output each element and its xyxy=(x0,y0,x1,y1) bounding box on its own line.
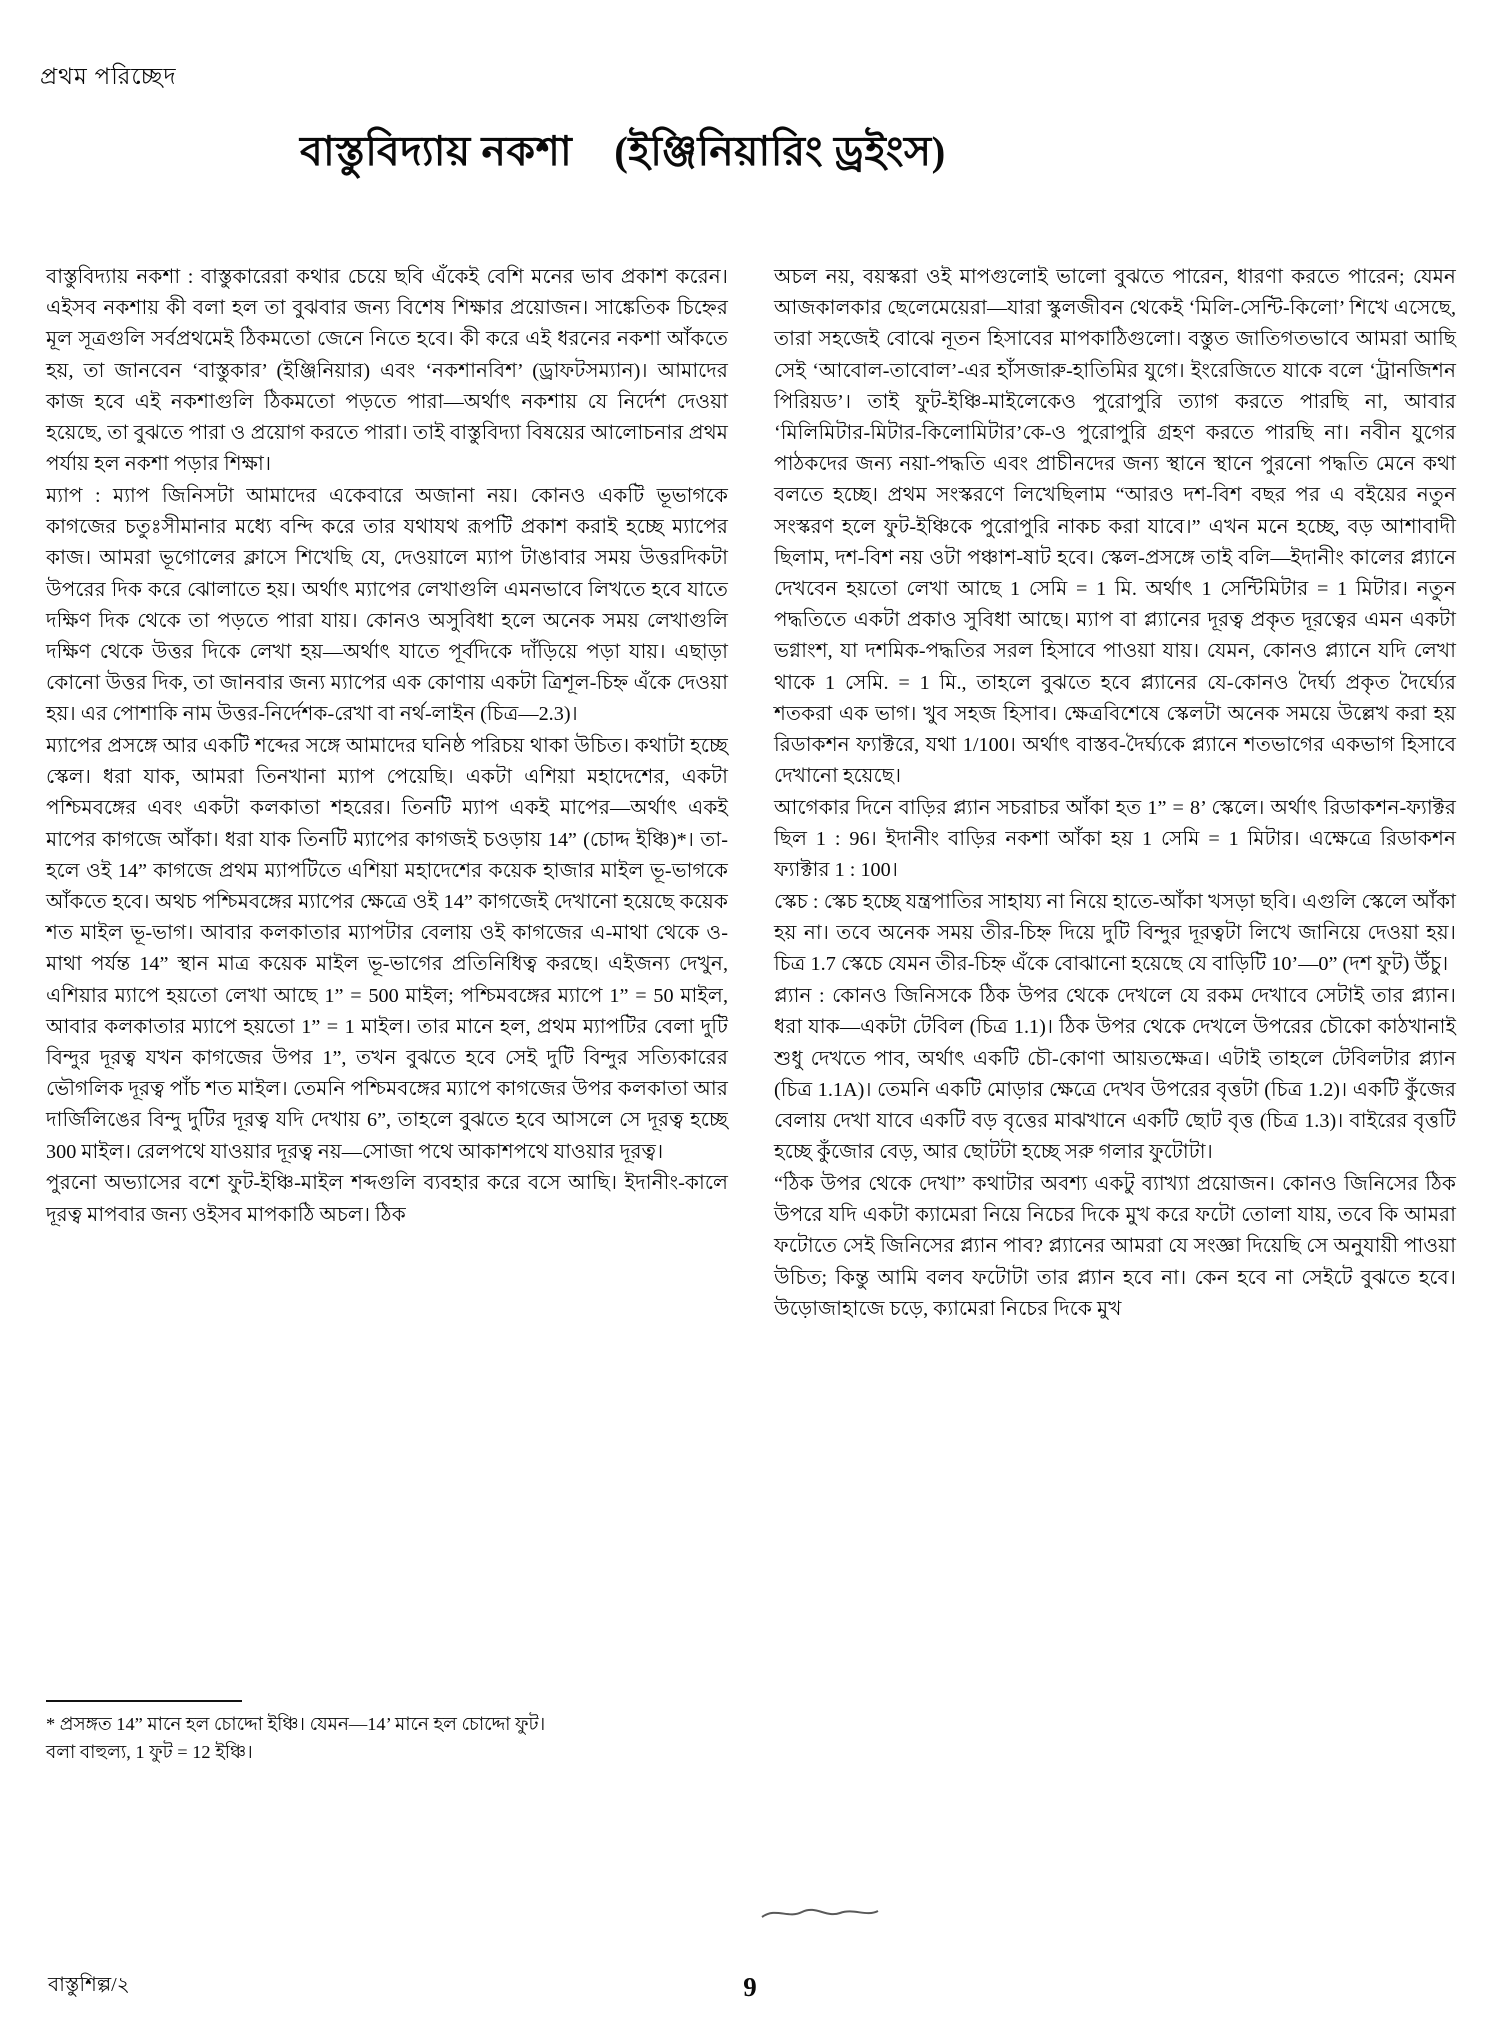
paragraph: স্কেচ : স্কেচ হচ্ছে যন্ত্রপাতির সাহায্য না নিয়ে হাতে-আঁকা খসড়া ছবি। এগুলি স্কেলে আঁকা হয় না। তবে অনেক সময় তীর-চিহ্ন দিয়ে দুটি বিন্দুর দূরত্বটা লিখে জানিয়ে দেওয়া হয়। চিত্র 1.7 স্কেচে যেমন তীর-চিহ্ন এঁকে বোঝানো হয়েছে যে বাড়িটি 10’—0” (দশ ফুট) উঁচু। xyxy=(774,891,1456,976)
page-footer xyxy=(0,1963,1500,2003)
paragraph: “ঠিক উপর থেকে দেখা” কথাটার অবশ্য একটু ব্যাখ্যা প্রয়োজন। কোনও জিনিসের ঠিক উপরে যদি একটা ক্যামেরা নিয়ে নিচের দিকে মুখ করে ফটো তোলা যায়, তবে কি আমরা ফটোতে সেই জিনিসের প্ল্যান পাব? প্ল্যানের আমরা যে সংজ্ঞা দিয়েছি সে অনুযায়ী পাওয়া উচিত; কিন্তু আমি বলব ফটোটা তার প্ল্যান হবে না। কেন হবে না সেইটে বুঝতে হবে। উড়োজাহাজে চড়ে, ক্যামেরা নিচের দিকে মুখ xyxy=(774,1172,1456,1320)
page-title xyxy=(300,120,1440,189)
paragraph: ম্যাপের প্রসঙ্গে আর একটি শব্দের সঙ্গে আমাদের ঘনিষ্ঠ পরিচয় থাকা উচিত। কথাটা হচ্ছে স্কেল। ধরা যাক, আমরা তিনখানা ম্যাপ পেয়েছি। একটা এশিয়া মহাদেশের, একটা পশ্চিমবঙ্গের এবং একটা কলকাতা শহরের। তিনটি ম্যাপ একই মাপের—অর্থাৎ একই মাপের কাগজে আঁকা। ধরা যাক তিনটি ম্যাপের কাগজই চওড়ায় 14” (চোদ্দ ইঞ্চি)*। তা-হলে ওই 14” কাগজে প্রথম ম্যাপটিতে এশিয়া মহাদেশের কয়েক হাজার মাইল ভূ-ভাগকে আঁকতে হবে। অথচ পশ্চিমবঙ্গের ম্যাপের ক্ষেত্রে ওই 14” কাগজেই দেখানো হয়েছে কয়েক শত মাইল ভূ-ভাগ। আবার কলকাতার ম্যাপটার বেলায় ওই কাগজের এ-মাথা থেকে ও-মাথা পর্যন্ত 14” স্থান মাত্র কয়েক মাইল ভূ-ভাগের প্রতিনিধিত্ব করছে। এইজন্য দেখুন, এশিয়ার ম্যাপে হয়তো লেখা আছে 1” = 500 মাইল; পশ্চিমবঙ্গের ম্যাপে 1” = 50 মাইল, আবার কলকাতার ম্যাপে হয়তো 1” = 1 মাইল। তার মানে হল, প্রথম ম্যাপটির বেলা দুটি বিন্দুর দূরত্ব যখন কাগজের উপর 1”, তখন বুঝতে হবে সেই দুটি বিন্দুর সত্যিকারের ভৌগলিক দূরত্ব পাঁচ শত মাইল। তেমনি পশ্চিমবঙ্গের ম্যাপে কাগজের উপর কলকাতা আর দার্জিলিঙের বিন্দু দুটির দূরত্ব যদি দেখায় 6”, তাহলে বুঝতে হবে আসলে সে দূরত্ব হচ্ছে 300 মাইল। রেলপথে যাওয়ার দূরত্ব নয়—সোজা পথে আকাশপথে যাওয়ার দূরত্ব। xyxy=(46,735,728,1163)
footnote-block xyxy=(46,1700,728,1766)
paragraph: পুরনো অভ্যাসের বশে ফুট-ইঞ্চি-মাইল শব্দগুলি ব্যবহার করে বসে আছি। ইদানীং-কালে দূরত্ব মাপবার জন্য ওইসব মাপকাঠি অচল। ঠিক xyxy=(46,1172,728,1226)
right-column xyxy=(774,262,1456,1325)
body-columns xyxy=(46,262,1456,1325)
paragraph: অচল নয়, বয়স্করা ওই মাপগুলোই ভালো বুঝতে পারেন, ধারণা করতে পারেন; যেমন আজকালকার ছেলেমেয়েরা—যারা স্কুলজীবন থেকেই ‘মিলি-সেন্টি-কিলো’ শিখে এসেছে, তারা সহজেই বোঝে নূতন হিসাবের মাপকাঠিগুলো। বস্তুত জাতিগতভাবে আমরা আছি সেই ‘আবোল-তাবোল’-এর হাঁসজারু-হাতিমির যুগে। ইংরেজিতে যাকে বলে ‘ট্রানজিশন পিরিয়ড’। তাই ফুট-ইঞ্চি-মাইলেকেও পুরোপুরি ত্যাগ করতে পারছি না, আবার ‘মিলিমিটার-মিটার-কিলোমিটার’কে-ও পুরোপুরি গ্রহণ করতে পারছি না। নবীন যুগের পাঠকদের জন্য নয়া-পদ্ধতি এবং প্রাচীনদের জন্য স্থানে স্থানে পুরনো পদ্ধতি মেনে কথা বলতে হচ্ছে। প্রথম সংস্করণে লিখেছিলাম “আরও দশ-বিশ বছর পর এ বইয়ের নতুন সংস্করণ হলে ফুট-ইঞ্চিকে পুরোপুরি নাকচ করা যাবে।” এখন মনে হচ্ছে, বড় আশাবাদী ছিলাম, দশ-বিশ নয় ওটা পঞ্চাশ-ষাট হবে। স্কেল-প্রসঙ্গে তাই বলি—ইদানীং কালের প্ল্যানে দেখবেন হয়তো লেখা আছে 1 সেমি = 1 মি. অর্থাৎ 1 সেন্টিমিটার = 1 মিটার। নতুন পদ্ধতিতে একটা প্রকাও সুবিধা আছে। ম্যাপ বা প্ল্যানের দূরত্ব প্রকৃত দূরত্বের এমন একটা ভগ্নাংশ, যা দশমিক-পদ্ধতির সরল হিসাবে পাওয়া যায়। যেমন, কোনও প্ল্যানে যদি লেখা থাকে 1 সেমি. = 1 মি., তাহলে বুঝতে হবে প্ল্যানের যে-কোনও দৈর্ঘ্য প্রকৃত দৈর্ঘ্যের শতকরা এক ভাগ। খুব সহজ হিসাব। ক্ষেত্রবিশেষে স্কেলটা অনেক সময়ে উল্লেখ করা হয় রিডাকশন ফ্যাক্টরে, যথা 1/100। অর্থাৎ বাস্তব-দৈর্ঘ্যকে প্ল্যানে শতভাগের একভাগ হিসাবে দেখানো হয়েছে। xyxy=(774,266,1456,788)
footer-series-label: বাস্তুশিল্প/২ xyxy=(48,1974,130,1996)
paragraph: বাস্তুবিদ্যায় নকশা : বাস্তুকারেরা কথার চেয়ে ছবি এঁকেই বেশি মনের ভাব প্রকাশ করেন। এইসব নকশায় কী বলা হল তা বুঝবার জন্য বিশেষ শিক্ষার প্রয়োজন। সাঙ্কেতিক চিহ্নের মূল সূত্রগুলি সর্বপ্রথমেই ঠিকমতো জেনে নিতে হবে। কী করে এই ধরনের নকশা আঁকতে হয়, তা জানবেন ‘বাস্তুকার’ (ইঞ্জিনিয়ার) এবং ‘নকশানবিশ’ (ড্রাফটসম্যান)। আমাদের কাজ হবে এই নকশাগুলি ঠিকমতো পড়তে পারা—অর্থাৎ নকশায় যে নির্দেশ দেওয়া হয়েছে, তা বুঝতে পারা ও প্রয়োগ করতে পারা। তাই বাস্তুবিদ্যা বিষয়ের আলোচনার প্রথম পর্যায় হল নকশা পড়ার শিক্ষা। xyxy=(46,266,728,476)
footnote-line-1: * প্রসঙ্গত 14” মানে হল চোদ্দো ইঞ্চি। যেমন—14’ মানে হল চোদ্দো ফুট। xyxy=(46,1714,546,1734)
footnote-line-2: বলা বাহুল্য, 1 ফুট = 12 ইঞ্চি। xyxy=(46,1741,253,1762)
paragraph: আগেকার দিনে বাড়ির প্ল্যান সচরাচর আঁকা হত 1” = 8’ স্কেলে। অর্থাৎ রিডাকশন-ফ্যাক্টর ছিল 1 : 96। ইদানীং বাড়ির নকশা আঁকা হয় 1 সেমি = 1 মিটার। এক্ষেত্রে রিডাকশন ফ্যাক্টার 1 : 100। xyxy=(774,796,1456,882)
page-number: 9 xyxy=(743,1972,757,2002)
left-column xyxy=(46,262,728,1325)
title-transliteration-text: (ইঞ্জিনিয়ারিং ড্রইংস) xyxy=(614,128,946,174)
footnote-divider xyxy=(46,1700,242,1702)
paragraph: প্ল্যান : কোনও জিনিসকে ঠিক উপর থেকে দেখলে যে রকম দেখাবে সেটাই তার প্ল্যান। ধরা যাক—একটা টেবিল (চিত্র 1.1)। ঠিক উপর থেকে দেখলে উপরের চৌকো কাঠখানাই শুধু দেখতে পাব, অর্থাৎ একটি চৌ-কোণা আয়তক্ষেত্র। এটাই তাহলে টেবিলটার প্ল্যান (চিত্র 1.1A)। তেমনি একটি মোড়ার ক্ষেত্রে দেখব উপরের বৃত্তটা (চিত্র 1.2)। একটি কুঁজের বেলায় দেখা যাবে একটি বড় বৃত্তের মাঝখানে একটি ছোট বৃত্ত (চিত্র 1.3)। বাইরের বৃত্তটি হচ্ছে কুঁজোর বেড়, আর ছোটটা হচ্ছে সরু গলার ফুটোটা। xyxy=(774,985,1456,1164)
paragraph: ম্যাপ : ম্যাপ জিনিসটা আমাদের একেবারে অজানা নয়। কোনও একটি ভূভাগকে কাগজের চতুঃসীমানার মধ্যে বন্দি করে তার যথাযথ রূপটি প্রকাশ করাই হচ্ছে ম্যাপের কাজ। আমরা ভূগোলের ক্লাসে শিখেছি যে, দেওয়ালে ম্যাপ টাঙাবার সময় উত্তরদিকটা উপরের দিক করে ঝোলাতে হয়। অর্থাৎ ম্যাপের লেখাগুলি এমনভাবে লিখতে হবে যাতে দক্ষিণ দিক থেকে তা পড়তে পারা যায়। কোনও অসুবিধা হলে অনেক সময় লেখাগুলি দক্ষিণ থেকে উত্তর দিকে লেখা হয়—অর্থাৎ যাতে পূর্বদিকে দাঁড়িয়ে পড়া যায়। এছাড়া কোনো উত্তর দিক, তা জানবার জন্য ম্যাপের এক কোণায় একটা ত্রিশূল-চিহ্ন এঁকে দেওয়া হয়। এর পোশাকি নাম উত্তর-নির্দেশক-রেখা বা নর্থ-লাইন (চিত্র—2.3)। xyxy=(46,484,728,726)
chapter-label: প্রথম পরিচ্ছেদ xyxy=(40,64,177,89)
ornament-squiggle-icon xyxy=(760,1905,880,1921)
title-main-text: বাস্তুবিদ্যায় নকশা xyxy=(300,128,573,174)
